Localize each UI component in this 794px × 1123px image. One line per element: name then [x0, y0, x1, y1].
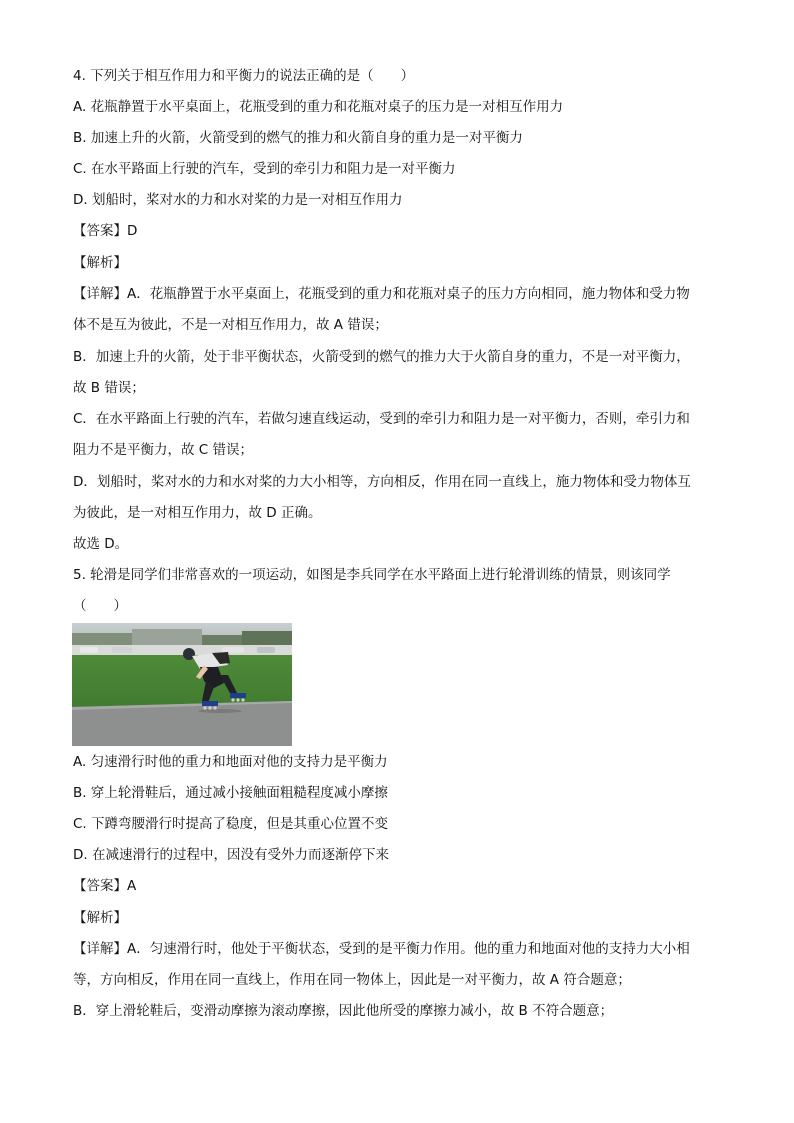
q5-detail-line: 【详解】A．匀速滑行时，他处于平衡状态，受到的是平衡力作用。他的重力和地面对他的支持力大小相: [73, 941, 690, 957]
q5-option-c: C. 下蹲弯腰滑行时提高了稳度，但是其重心位置不变: [73, 816, 389, 832]
q4-answer: 【答案】D: [73, 223, 138, 239]
question-5-stem-cont: （ ）: [73, 598, 127, 614]
q5-option-b: B. 穿上轮滑鞋后，通过减小接触面粗糙程度减小摩擦: [73, 785, 388, 801]
q5-option-a: A. 匀速滑行时他的重力和地面对他的支持力是平衡力: [73, 754, 388, 770]
question-5-stem: 5. 轮滑是同学们非常喜欢的一项运动，如图是李兵同学在水平路面上进行轮滑训练的情景，则该同学: [73, 567, 671, 583]
q4-detail-line: B．加速上升的火箭，处于非平衡状态，火箭受到的燃气的推力大于火箭自身的重力，不是一对平衡力，: [73, 349, 690, 365]
q5-option-d: D. 在减速滑行的过程中，因没有受外力而逐渐停下来: [73, 847, 389, 863]
q5-detail-line: B．穿上滑轮鞋后，变滑动摩擦为滚动摩擦，因此他所受的摩擦力减小，故 B 不符合题意；: [73, 1003, 614, 1019]
q5-answer: 【答案】A: [73, 878, 137, 894]
q4-detail-line: D．划船时，桨对水的力和水对桨的力大小相等，方向相反，作用在同一直线上，施力物体和受力物体互: [73, 474, 691, 490]
q5-detail-line: 等，方向相反，作用在同一直线上，作用在同一物体上，因此是一对平衡力，故 A 符合题意；: [73, 972, 631, 988]
q4-option-c: C. 在水平路面上行驶的汽车，受到的牵引力和阻力是一对平衡力: [73, 161, 456, 177]
q4-detail-line: 阻力不是平衡力，故 C 错误；: [73, 442, 254, 458]
q4-detail-line: C．在水平路面上行驶的汽车，若做匀速直线运动，受到的牵引力和阻力是一对平衡力，否则，牵引力和: [73, 411, 690, 427]
q4-option-d: D. 划船时，桨对水的力和水对桨的力是一对相互作用力: [73, 192, 403, 208]
q5-analysis-heading: 【解析】: [73, 910, 127, 926]
q4-detail-line: 为彼此，是一对相互作用力，故 D 正确。: [73, 505, 322, 521]
q4-detail-line: 【详解】A．花瓶静置于水平桌面上，花瓶受到的重力和花瓶对桌子的压力方向相同，施力物体和受力物: [73, 286, 690, 302]
q4-option-a: A. 花瓶静置于水平桌面上，花瓶受到的重力和花瓶对桌子的压力是一对相互作用力: [73, 99, 564, 115]
q4-analysis-heading: 【解析】: [73, 255, 127, 271]
question-4-stem: 4. 下列关于相互作用力和平衡力的说法正确的是（ ）: [73, 68, 415, 84]
inline-skater-photo: [72, 623, 292, 746]
q4-detail-line: 体不是互为彼此，不是一对相互作用力，故 A 错误；: [73, 317, 388, 333]
q4-detail-line: 故 B 错误；: [73, 380, 145, 396]
q4-conclusion: 故选 D。: [73, 536, 129, 552]
q4-option-b: B. 加速上升的火箭，火箭受到的燃气的推力和火箭自身的重力是一对平衡力: [73, 130, 523, 146]
